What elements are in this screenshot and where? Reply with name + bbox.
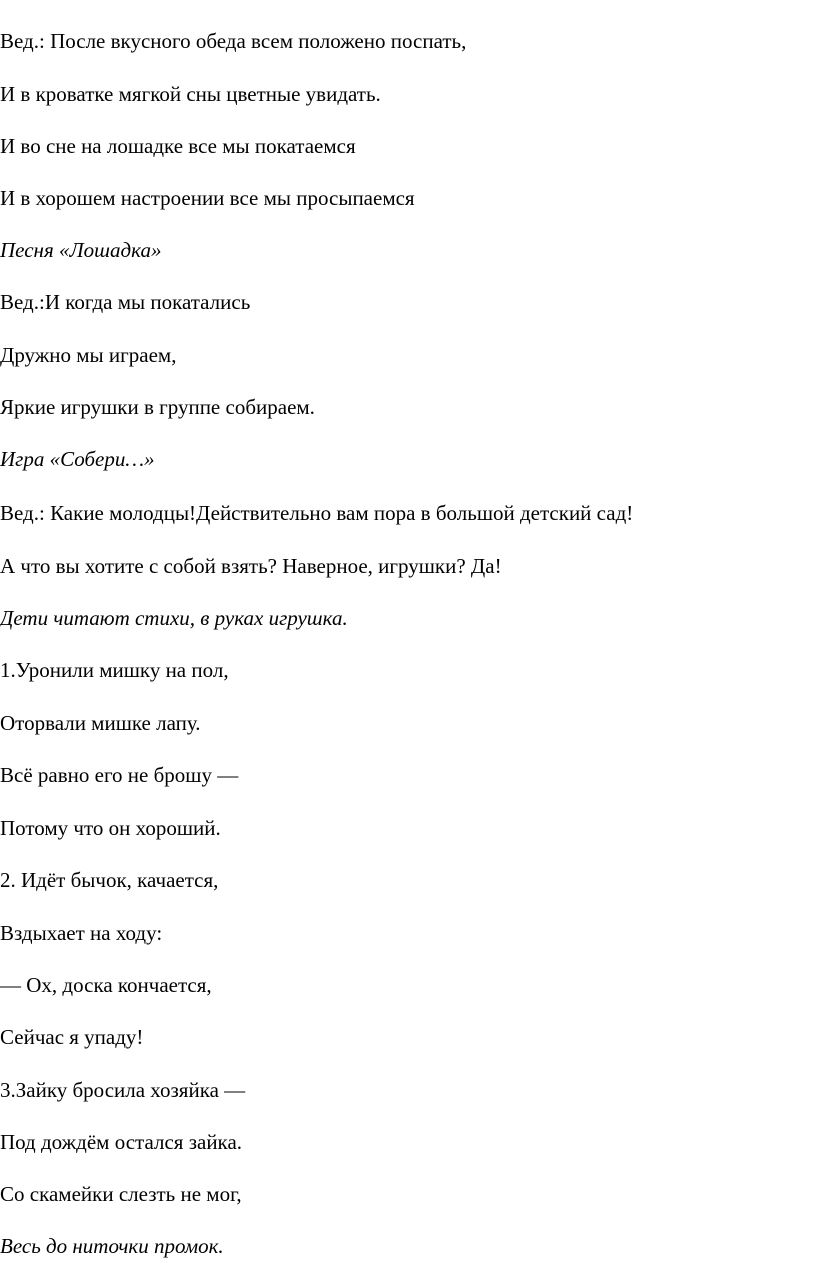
text-line-7: Дружно мы играем,: [0, 343, 177, 367]
poem-line-8: Сейчас я упаду!: [0, 1025, 144, 1049]
text-line-4: И в хорошем настроении все мы просыпаемся: [0, 186, 415, 210]
poem-line-3: Всё равно его не брошу —: [0, 763, 239, 787]
text-line-10: Вед.: Какие молодцы!Действительно вам пора в большой детский сад!: [0, 501, 634, 525]
poem-line-12: Весь до ниточки промок.: [0, 1234, 224, 1258]
poem-line-4: Потому что он хороший.: [0, 816, 221, 840]
text-line-8: Яркие игрушки в группе собираем.: [0, 395, 315, 419]
text-line-3: И во сне на лошадке все мы покатаемся: [0, 134, 356, 158]
poem-line-1: 1.Уронили мишку на пол,: [0, 658, 229, 682]
poem-line-10: Под дождём остался зайка.: [0, 1130, 243, 1154]
poem-line-11: Со скамейки слезть не мог,: [0, 1182, 242, 1206]
song-title: Песня «Лошадка»: [0, 238, 162, 262]
poem-line-2: Оторвали мишке лапу.: [0, 711, 201, 735]
poem-line-9: 3.Зайку бросила хозяйка —: [0, 1078, 246, 1102]
text-line-1: Вед.: После вкусного обеда всем положено поспать,: [0, 29, 467, 53]
game-title: Игра «Собери…»: [0, 447, 155, 471]
text-line-6: Вед.:И когда мы покатались: [0, 290, 251, 314]
stage-direction: Дети читают стихи, в руках игрушка.: [0, 606, 348, 630]
text-line-11: А что вы хотите с собой взять? Наверное, игрушки? Да!: [0, 554, 502, 578]
poem-line-6: Вздыхает на ходу:: [0, 921, 163, 945]
poem-line-5: 2. Идёт бычок, качается,: [0, 868, 219, 892]
text-line-2: И в кроватке мягкой сны цветные увидать.: [0, 82, 381, 106]
poem-line-7: — Ох, доска кончается,: [0, 973, 212, 997]
